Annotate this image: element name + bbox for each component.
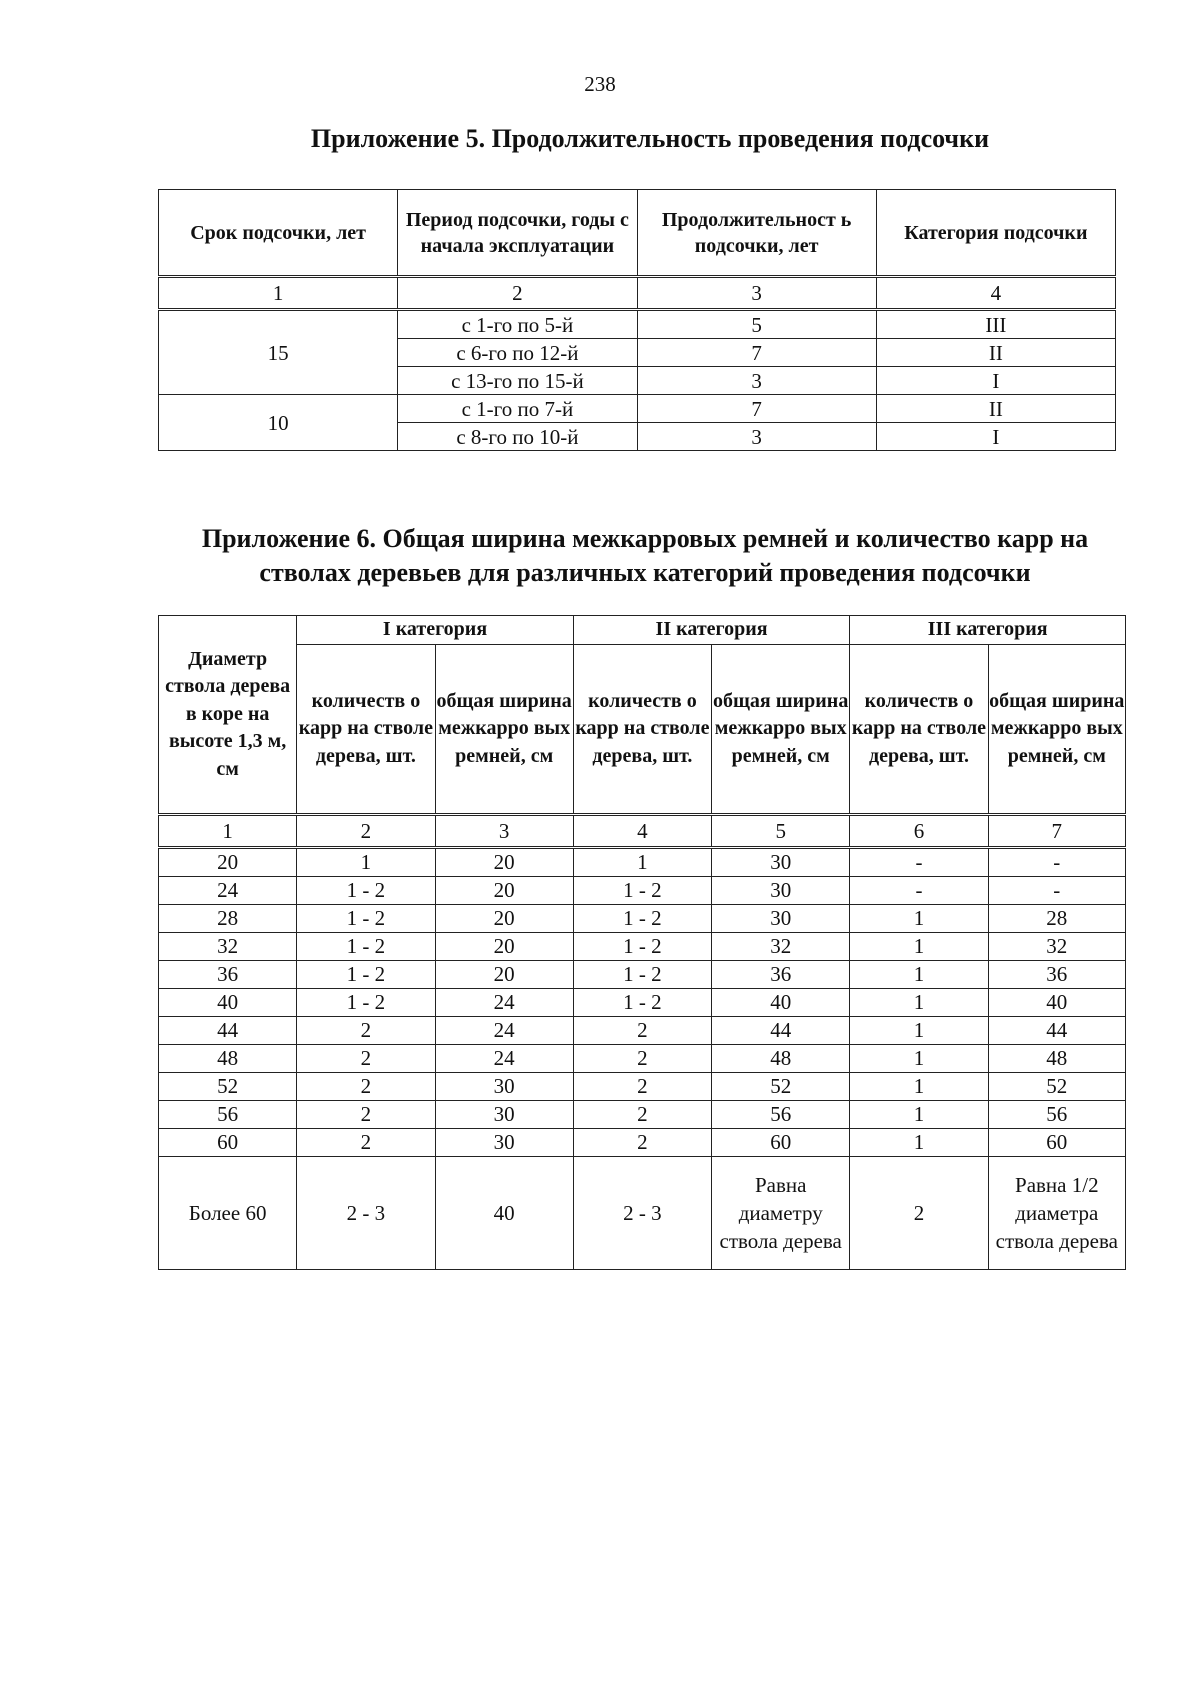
table-cell: 30 bbox=[712, 905, 850, 933]
table-cell: 1 - 2 bbox=[573, 961, 711, 989]
duration-cell: 5 bbox=[637, 310, 876, 339]
table-cell: 30 bbox=[435, 1129, 573, 1157]
column-number: 6 bbox=[850, 815, 988, 848]
term-cell: 10 bbox=[159, 395, 398, 451]
table-row bbox=[159, 1129, 1126, 1157]
appendix6-title-line2: стволах деревьев для различных категорий проведения подсочки bbox=[259, 558, 1031, 587]
header-width-cat1: общая ширина межкарро вых ремней, см bbox=[435, 645, 573, 815]
table-cell: 1 - 2 bbox=[297, 961, 435, 989]
table-cell: 52 bbox=[988, 1073, 1125, 1101]
table-cell: 1 - 2 bbox=[573, 933, 711, 961]
table-cell: 20 bbox=[435, 877, 573, 905]
table-row bbox=[159, 961, 1126, 989]
table-cell: Равна диаметру ствола дерева bbox=[712, 1157, 850, 1270]
table-cell: 1 bbox=[297, 848, 435, 877]
column-number-row bbox=[159, 815, 1126, 848]
table-cell: 48 bbox=[988, 1045, 1125, 1073]
table-cell: 1 - 2 bbox=[573, 905, 711, 933]
column-number: 3 bbox=[637, 277, 876, 310]
table-cell: 48 bbox=[712, 1045, 850, 1073]
header-category-2: II категория bbox=[573, 616, 850, 645]
table-cell: 1 bbox=[850, 1101, 988, 1129]
period-cell: с 1-го по 7-й bbox=[398, 395, 637, 423]
table-cell: 1 bbox=[850, 1073, 988, 1101]
table-cell: 30 bbox=[712, 877, 850, 905]
term-cell: 15 bbox=[159, 310, 398, 395]
table-cell: 1 - 2 bbox=[297, 877, 435, 905]
table-row-over-60 bbox=[159, 1157, 1126, 1270]
header-category-3: III категория bbox=[850, 616, 1126, 645]
table-cell: 24 bbox=[159, 877, 297, 905]
table-cell: 2 bbox=[573, 1129, 711, 1157]
table-cell: 52 bbox=[159, 1073, 297, 1101]
column-number: 5 bbox=[712, 815, 850, 848]
table-cell: 40 bbox=[988, 989, 1125, 1017]
table-cell: 56 bbox=[159, 1101, 297, 1129]
appendix6-table bbox=[158, 615, 1126, 1270]
table-cell: 2 bbox=[297, 1129, 435, 1157]
column-number: 2 bbox=[398, 277, 637, 310]
table-cell: 2 bbox=[573, 1101, 711, 1129]
table-cell: 2 bbox=[297, 1017, 435, 1045]
table-cell: 32 bbox=[988, 933, 1125, 961]
table-cell: 2 bbox=[573, 1045, 711, 1073]
column-number: 4 bbox=[573, 815, 711, 848]
table-cell: 40 bbox=[712, 989, 850, 1017]
appendix6-title-line1: Приложение 6. Общая ширина межкарровых ремней и количество карр на bbox=[201, 524, 1089, 553]
table-cell: 24 bbox=[435, 989, 573, 1017]
appendix5-title: Приложение 5. Продолжительность проведения подсочки bbox=[310, 124, 990, 153]
table-cell: 2 bbox=[297, 1101, 435, 1129]
table-cell: 52 bbox=[712, 1073, 850, 1101]
table-cell: 28 bbox=[988, 905, 1125, 933]
page-number: 238 bbox=[584, 72, 616, 96]
table-cell: 2 bbox=[297, 1045, 435, 1073]
header-term: Срок подсочки, лет bbox=[159, 190, 398, 277]
header-diameter: Диаметр ствола дерева в коре на высоте 1,3 м, см bbox=[159, 616, 297, 815]
table-cell: - bbox=[850, 848, 988, 877]
table-row bbox=[159, 989, 1126, 1017]
table-cell: 1 bbox=[850, 1017, 988, 1045]
table-cell: 36 bbox=[712, 961, 850, 989]
duration-cell: 7 bbox=[637, 339, 876, 367]
column-number-row bbox=[159, 277, 1116, 310]
table-cell: 24 bbox=[435, 1017, 573, 1045]
table-row bbox=[159, 905, 1126, 933]
table-cell: Равна 1/2 диаметра ствола дерева bbox=[988, 1157, 1125, 1270]
table-cell: 20 bbox=[435, 905, 573, 933]
table-cell: - bbox=[850, 877, 988, 905]
header-count-cat1: количеств о карр на стволе дерева, шт. bbox=[297, 645, 435, 815]
category-cell: III bbox=[876, 310, 1115, 339]
column-number: 1 bbox=[159, 277, 398, 310]
table-cell: 20 bbox=[435, 961, 573, 989]
table-row bbox=[159, 933, 1126, 961]
category-cell: II bbox=[876, 339, 1115, 367]
table-cell: 48 bbox=[159, 1045, 297, 1073]
category-cell: I bbox=[876, 367, 1115, 395]
period-cell: с 6-го по 12-й bbox=[398, 339, 637, 367]
table-cell: 1 - 2 bbox=[297, 933, 435, 961]
table-cell: 36 bbox=[159, 961, 297, 989]
table-cell: 1 bbox=[850, 989, 988, 1017]
header-period: Период подсочки, годы с начала эксплуатации bbox=[398, 190, 637, 277]
table-cell: 44 bbox=[712, 1017, 850, 1045]
table-cell: 60 bbox=[988, 1129, 1125, 1157]
table-row bbox=[159, 395, 1116, 423]
duration-cell: 3 bbox=[637, 423, 876, 451]
table-cell: 1 bbox=[850, 1129, 988, 1157]
header-width-cat3: общая ширина межкарро вых ремней, см bbox=[988, 645, 1125, 815]
period-cell: с 1-го по 5-й bbox=[398, 310, 637, 339]
table-cell: 2 - 3 bbox=[297, 1157, 435, 1270]
table-cell: 20 bbox=[435, 848, 573, 877]
table-cell: 2 bbox=[297, 1073, 435, 1101]
table-cell: 56 bbox=[988, 1101, 1125, 1129]
table-cell: - bbox=[988, 877, 1125, 905]
category-cell: II bbox=[876, 395, 1115, 423]
table-cell: 1 - 2 bbox=[297, 905, 435, 933]
table-cell: 1 - 2 bbox=[573, 877, 711, 905]
table-cell: 44 bbox=[159, 1017, 297, 1045]
table-cell: 40 bbox=[159, 989, 297, 1017]
table-cell: 36 bbox=[988, 961, 1125, 989]
table-row bbox=[159, 877, 1126, 905]
duration-cell: 7 bbox=[637, 395, 876, 423]
header-duration: Продолжительност ь подсочки, лет bbox=[637, 190, 876, 277]
table-row bbox=[159, 1045, 1126, 1073]
table-cell: 1 - 2 bbox=[573, 989, 711, 1017]
appendix5-table bbox=[158, 189, 1116, 451]
table-cell: Более 60 bbox=[159, 1157, 297, 1270]
table-cell: 32 bbox=[159, 933, 297, 961]
column-number: 3 bbox=[435, 815, 573, 848]
table-cell: 20 bbox=[159, 848, 297, 877]
header-count-cat2: количеств о карр на стволе дерева, шт. bbox=[573, 645, 711, 815]
table-cell: 32 bbox=[712, 933, 850, 961]
header-category-1: I категория bbox=[297, 616, 574, 645]
table-cell: 56 bbox=[712, 1101, 850, 1129]
table-cell: - bbox=[988, 848, 1125, 877]
column-number: 1 bbox=[159, 815, 297, 848]
table-cell: 1 bbox=[573, 848, 711, 877]
table-cell: 2 - 3 bbox=[573, 1157, 711, 1270]
table-cell: 2 bbox=[573, 1017, 711, 1045]
table-cell: 30 bbox=[712, 848, 850, 877]
table-row bbox=[159, 310, 1116, 339]
table-cell: 30 bbox=[435, 1101, 573, 1129]
category-cell: I bbox=[876, 423, 1115, 451]
header-width-cat2: общая ширина межкарро вых ремней, см bbox=[712, 645, 850, 815]
table-row bbox=[159, 1101, 1126, 1129]
table-cell: 30 bbox=[435, 1073, 573, 1101]
header-category: Категория подсочки bbox=[876, 190, 1115, 277]
header-count-cat3: количеств о карр на стволе дерева, шт. bbox=[850, 645, 988, 815]
table-cell: 2 bbox=[573, 1073, 711, 1101]
table-cell: 1 bbox=[850, 1045, 988, 1073]
table-cell: 1 bbox=[850, 961, 988, 989]
period-cell: с 13-го по 15-й bbox=[398, 367, 637, 395]
table-row bbox=[159, 848, 1126, 877]
table-cell: 60 bbox=[159, 1129, 297, 1157]
table-cell: 44 bbox=[988, 1017, 1125, 1045]
appendix6-title bbox=[150, 522, 1140, 590]
table-cell: 1 bbox=[850, 905, 988, 933]
table-cell: 28 bbox=[159, 905, 297, 933]
column-number: 4 bbox=[876, 277, 1115, 310]
table-cell: 1 bbox=[850, 933, 988, 961]
table-cell: 60 bbox=[712, 1129, 850, 1157]
table-row bbox=[159, 1073, 1126, 1101]
period-cell: с 8-го по 10-й bbox=[398, 423, 637, 451]
column-number: 2 bbox=[297, 815, 435, 848]
table-cell: 24 bbox=[435, 1045, 573, 1073]
duration-cell: 3 bbox=[637, 367, 876, 395]
table-cell: 1 - 2 bbox=[297, 989, 435, 1017]
table-cell: 20 bbox=[435, 933, 573, 961]
column-number: 7 bbox=[988, 815, 1125, 848]
table-row bbox=[159, 1017, 1126, 1045]
table-cell: 2 bbox=[850, 1157, 988, 1270]
table-cell: 40 bbox=[435, 1157, 573, 1270]
